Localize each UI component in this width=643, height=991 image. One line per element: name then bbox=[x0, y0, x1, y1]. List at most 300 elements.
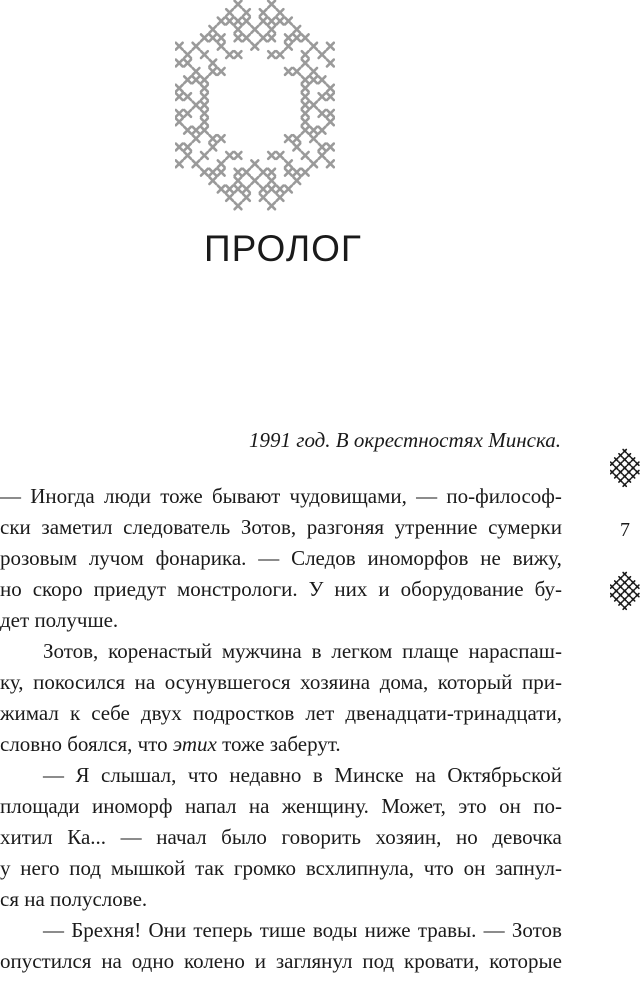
stitch bbox=[632, 581, 635, 584]
stitch bbox=[235, 169, 242, 176]
stitch bbox=[285, 34, 292, 41]
stitch bbox=[623, 475, 626, 478]
stitch bbox=[627, 479, 630, 482]
word: на bbox=[415, 763, 436, 787]
word: и bbox=[254, 949, 266, 973]
stitch bbox=[632, 598, 635, 601]
chapter-title: ПРОЛОГ bbox=[204, 228, 362, 269]
stitch bbox=[611, 594, 614, 597]
text-line bbox=[0, 884, 562, 915]
word: не bbox=[480, 546, 501, 570]
word: запнул- bbox=[495, 856, 562, 880]
stitch bbox=[201, 118, 208, 125]
stitch bbox=[176, 160, 183, 167]
word: розовым bbox=[0, 546, 77, 570]
word: Следов bbox=[291, 546, 356, 570]
word: что bbox=[423, 856, 454, 880]
word: приедут bbox=[93, 577, 167, 601]
stitch bbox=[193, 127, 200, 134]
stitch bbox=[327, 43, 334, 50]
word: по- bbox=[533, 794, 562, 818]
word: следователь bbox=[123, 515, 231, 539]
word: — bbox=[483, 918, 505, 942]
stitch bbox=[235, 186, 242, 193]
stitch bbox=[327, 118, 334, 125]
word: ски bbox=[0, 515, 31, 539]
word: жимал bbox=[0, 701, 59, 725]
stitch bbox=[619, 577, 622, 580]
word: тоже bbox=[222, 732, 265, 756]
stitch bbox=[302, 127, 309, 134]
word: дома, bbox=[379, 670, 429, 694]
stitch bbox=[277, 51, 284, 58]
stitch bbox=[615, 466, 618, 469]
stitch bbox=[243, 18, 250, 25]
stitch bbox=[209, 34, 216, 41]
stitch bbox=[319, 93, 326, 100]
stitch bbox=[302, 51, 309, 58]
word: У bbox=[308, 577, 324, 601]
word: разгоняя bbox=[306, 515, 385, 539]
text-line bbox=[0, 915, 562, 946]
stitch bbox=[251, 160, 258, 167]
margin-diamond-ornament-top-icon bbox=[610, 433, 640, 493]
text-line bbox=[0, 667, 562, 698]
stitch bbox=[285, 169, 292, 176]
text-line bbox=[0, 791, 562, 822]
stitch bbox=[243, 194, 250, 201]
word: говорить bbox=[281, 825, 361, 849]
stitch bbox=[310, 43, 317, 50]
stitch bbox=[176, 93, 183, 100]
stitch bbox=[260, 34, 267, 41]
word: словно bbox=[0, 732, 62, 756]
stitch bbox=[611, 585, 614, 588]
stitch bbox=[184, 144, 191, 151]
stitch bbox=[302, 34, 309, 41]
stitch bbox=[285, 43, 292, 50]
word: подростков bbox=[192, 701, 295, 725]
stitch bbox=[176, 110, 183, 117]
stitch bbox=[201, 169, 208, 176]
text-line bbox=[0, 605, 562, 636]
stitch bbox=[260, 186, 267, 193]
stitch bbox=[327, 110, 334, 117]
word: он bbox=[463, 856, 486, 880]
stitch bbox=[319, 76, 326, 83]
stitch bbox=[268, 18, 275, 25]
stitch bbox=[615, 589, 618, 592]
stitch bbox=[209, 26, 216, 33]
word: Иногда bbox=[30, 484, 95, 508]
word: получше. bbox=[34, 608, 119, 632]
stitch bbox=[623, 450, 626, 453]
stitch bbox=[268, 34, 275, 41]
text-line bbox=[0, 760, 562, 791]
word: площади bbox=[0, 794, 80, 818]
word: он bbox=[499, 794, 521, 818]
word: Зотов bbox=[511, 918, 562, 942]
word: на bbox=[134, 670, 156, 694]
word: у bbox=[0, 856, 11, 880]
word: при- bbox=[521, 670, 562, 694]
word: — bbox=[0, 484, 21, 508]
word: — bbox=[120, 825, 142, 849]
stitch bbox=[277, 9, 284, 16]
stitch bbox=[627, 454, 630, 457]
word: осунувшегося bbox=[164, 670, 291, 694]
word: лет bbox=[305, 701, 335, 725]
stitch bbox=[260, 169, 267, 176]
word: это bbox=[458, 794, 487, 818]
stitch bbox=[243, 9, 250, 16]
stitch bbox=[268, 186, 275, 193]
word: Ка... bbox=[67, 825, 107, 849]
stitch bbox=[285, 18, 292, 25]
stitch bbox=[285, 160, 292, 167]
stitch bbox=[184, 152, 191, 159]
stitch bbox=[627, 594, 630, 597]
stitch bbox=[201, 110, 208, 117]
word: Зотов, bbox=[43, 639, 99, 663]
stitch bbox=[619, 479, 622, 482]
word: боялся, bbox=[67, 732, 133, 756]
word: было bbox=[221, 825, 267, 849]
word: девочка bbox=[492, 825, 562, 849]
stitch bbox=[268, 169, 275, 176]
stitch bbox=[218, 18, 225, 25]
stitch bbox=[632, 458, 635, 461]
page-number: 7 bbox=[620, 519, 630, 541]
word: что bbox=[137, 732, 168, 756]
word: мышкой bbox=[110, 856, 186, 880]
word: Минске bbox=[334, 763, 404, 787]
word: но bbox=[456, 825, 478, 849]
stitch bbox=[243, 169, 250, 176]
stitch bbox=[619, 471, 622, 474]
stitch bbox=[293, 135, 300, 142]
word: полуслове. bbox=[50, 887, 148, 911]
stitch bbox=[319, 110, 326, 117]
stitch bbox=[293, 177, 300, 184]
stitch bbox=[319, 152, 326, 159]
text-line bbox=[0, 636, 562, 667]
stitch bbox=[310, 135, 317, 142]
stitch bbox=[293, 26, 300, 33]
text-line bbox=[0, 729, 562, 760]
word: под bbox=[362, 949, 395, 973]
stitch bbox=[226, 186, 233, 193]
word: этих bbox=[172, 732, 217, 756]
word: иноморф bbox=[92, 794, 173, 818]
word: — bbox=[43, 918, 64, 942]
stitch bbox=[218, 169, 225, 176]
stitch bbox=[319, 127, 326, 134]
stitch bbox=[319, 51, 326, 58]
stitch bbox=[619, 454, 622, 457]
word: заглянул bbox=[275, 949, 353, 973]
word: одно bbox=[131, 949, 175, 973]
stitch bbox=[251, 43, 258, 50]
stitch bbox=[615, 598, 618, 601]
stitch bbox=[293, 68, 300, 75]
word: люди bbox=[103, 484, 152, 508]
stitch bbox=[235, 34, 242, 41]
stitch bbox=[209, 68, 216, 75]
text-line bbox=[0, 574, 562, 605]
stitch bbox=[327, 60, 334, 67]
stitch bbox=[327, 144, 334, 151]
stitch bbox=[260, 9, 267, 16]
stitch bbox=[268, 177, 275, 184]
word: хитил bbox=[0, 825, 53, 849]
stitch bbox=[193, 160, 200, 167]
stitch bbox=[235, 177, 242, 184]
stitch bbox=[226, 18, 233, 25]
word: начал bbox=[156, 825, 207, 849]
stitch bbox=[268, 1, 275, 8]
stitch bbox=[302, 169, 309, 176]
stitch bbox=[184, 76, 191, 83]
stitch bbox=[293, 34, 300, 41]
stitch bbox=[623, 483, 626, 486]
stitch bbox=[627, 602, 630, 605]
stitch bbox=[235, 26, 242, 33]
word: кровати, bbox=[404, 949, 480, 973]
word: в bbox=[312, 763, 323, 787]
stitch bbox=[623, 458, 626, 461]
stitch bbox=[209, 144, 216, 151]
text-line bbox=[0, 853, 562, 884]
word: легком bbox=[331, 639, 393, 663]
stitch bbox=[226, 152, 233, 159]
word: оборудование bbox=[400, 577, 524, 601]
stitch bbox=[619, 585, 622, 588]
stitch bbox=[209, 169, 216, 176]
stitch bbox=[193, 135, 200, 142]
word: дет bbox=[0, 608, 30, 632]
word: так bbox=[195, 856, 225, 880]
stitch bbox=[243, 34, 250, 41]
stitch bbox=[310, 127, 317, 134]
word: скоро bbox=[32, 577, 83, 601]
word: лучом bbox=[88, 546, 144, 570]
stitch bbox=[251, 26, 258, 33]
stitch bbox=[302, 93, 309, 100]
stitch bbox=[623, 589, 626, 592]
word: громко bbox=[233, 856, 297, 880]
stitch bbox=[235, 152, 242, 159]
word: что bbox=[187, 763, 218, 787]
word: Я bbox=[75, 763, 90, 787]
word: на bbox=[248, 794, 270, 818]
word: но bbox=[0, 577, 22, 601]
stitch bbox=[636, 471, 639, 474]
word: и bbox=[378, 577, 390, 601]
word: к bbox=[69, 701, 81, 725]
stitch bbox=[632, 466, 635, 469]
word: тоже bbox=[160, 484, 203, 508]
stitch bbox=[235, 18, 242, 25]
stitch bbox=[302, 102, 309, 109]
word: на bbox=[24, 887, 45, 911]
stitch bbox=[611, 462, 614, 465]
stitch bbox=[293, 144, 300, 151]
stitch bbox=[235, 1, 242, 8]
stitch bbox=[193, 68, 200, 75]
word: него bbox=[20, 856, 60, 880]
text-line bbox=[0, 512, 562, 543]
word: травы. bbox=[417, 918, 477, 942]
word: коренастый bbox=[108, 639, 213, 663]
stitch bbox=[201, 102, 208, 109]
stitch bbox=[176, 43, 183, 50]
text-line bbox=[0, 543, 562, 574]
stitch bbox=[268, 51, 275, 58]
stitch bbox=[201, 127, 208, 134]
word: Может, bbox=[381, 794, 446, 818]
stitch bbox=[636, 462, 639, 465]
word: плаще bbox=[402, 639, 459, 663]
stitch bbox=[636, 585, 639, 588]
stitch bbox=[251, 177, 258, 184]
stitch bbox=[285, 186, 292, 193]
stitch bbox=[184, 60, 191, 67]
stitch bbox=[277, 194, 284, 201]
stitch bbox=[268, 202, 275, 209]
stitch bbox=[623, 606, 626, 609]
word: сумерки bbox=[488, 515, 562, 539]
word: бу- bbox=[534, 577, 562, 601]
stitch bbox=[623, 581, 626, 584]
word: который bbox=[437, 670, 513, 694]
stitch bbox=[193, 102, 200, 109]
stitch bbox=[176, 60, 183, 67]
word: женщину. bbox=[281, 794, 369, 818]
cross-stitch-sun-ornament-icon bbox=[175, 0, 335, 212]
word: монстрологи. bbox=[177, 577, 298, 601]
word: колено bbox=[183, 949, 245, 973]
word: мужчина bbox=[221, 639, 302, 663]
word: заметил bbox=[41, 515, 113, 539]
stitch bbox=[619, 462, 622, 465]
stitch bbox=[184, 93, 191, 100]
stitch bbox=[632, 475, 635, 478]
stitch bbox=[615, 475, 618, 478]
word: хозяин, bbox=[375, 825, 442, 849]
stitch bbox=[209, 60, 216, 67]
word: слышал, bbox=[101, 763, 177, 787]
stitch bbox=[627, 577, 630, 580]
word: недавно bbox=[229, 763, 302, 787]
word: Брехня! bbox=[71, 918, 142, 942]
stitch bbox=[623, 466, 626, 469]
word: теперь bbox=[193, 918, 253, 942]
stitch bbox=[201, 51, 208, 58]
stitch bbox=[310, 76, 317, 83]
word: Зотов, bbox=[240, 515, 297, 539]
stitch bbox=[260, 18, 267, 25]
stitch bbox=[285, 135, 292, 142]
stitch bbox=[302, 118, 309, 125]
stitch bbox=[623, 573, 626, 576]
stitch bbox=[277, 18, 284, 25]
stitch bbox=[327, 93, 334, 100]
stitch bbox=[243, 186, 250, 193]
word: — bbox=[416, 484, 438, 508]
stitch bbox=[193, 43, 200, 50]
stitch bbox=[218, 34, 225, 41]
stitch bbox=[218, 135, 225, 142]
word: утренние bbox=[394, 515, 478, 539]
word: фонарика. bbox=[155, 546, 247, 570]
word: двух bbox=[140, 701, 182, 725]
stitch bbox=[302, 110, 309, 117]
stitch bbox=[209, 135, 216, 142]
stitch bbox=[218, 160, 225, 167]
stitch bbox=[209, 177, 216, 184]
stitch bbox=[615, 458, 618, 461]
word: — bbox=[258, 546, 280, 570]
word: заберут. bbox=[269, 732, 341, 756]
stitch bbox=[623, 598, 626, 601]
word: ся bbox=[0, 887, 19, 911]
margin-diamond-ornament-bottom-icon bbox=[610, 556, 640, 616]
word: бывают bbox=[211, 484, 281, 508]
text-line bbox=[0, 822, 562, 853]
word: ниже bbox=[364, 918, 411, 942]
stitch bbox=[293, 169, 300, 176]
body-text bbox=[0, 481, 562, 977]
stitch bbox=[226, 194, 233, 201]
word: на bbox=[101, 949, 122, 973]
stitch bbox=[226, 51, 233, 58]
stitch bbox=[319, 144, 326, 151]
dateline: 1991 год. В окрестностях Минска. bbox=[249, 428, 561, 452]
stitch bbox=[176, 118, 183, 125]
word: опустился bbox=[0, 949, 92, 973]
stitch bbox=[302, 76, 309, 83]
text-line bbox=[0, 698, 562, 729]
stitch bbox=[218, 186, 225, 193]
stitch bbox=[184, 110, 191, 117]
word: под bbox=[69, 856, 102, 880]
stitch bbox=[302, 85, 309, 92]
stitch bbox=[201, 76, 208, 83]
stitch bbox=[201, 93, 208, 100]
stitch bbox=[277, 186, 284, 193]
word: которые bbox=[489, 949, 562, 973]
stitch bbox=[268, 152, 275, 159]
word: себе bbox=[91, 701, 130, 725]
stitch bbox=[201, 34, 208, 41]
stitch bbox=[619, 594, 622, 597]
stitch bbox=[176, 144, 183, 151]
word: вижу, bbox=[512, 546, 562, 570]
stitch bbox=[218, 68, 225, 75]
word: иноморфов bbox=[367, 546, 469, 570]
word: двенадцати-тринадцати, bbox=[345, 701, 562, 725]
stitch bbox=[285, 68, 292, 75]
stitch bbox=[201, 85, 208, 92]
text-line bbox=[0, 946, 562, 977]
word: напал bbox=[184, 794, 237, 818]
stitch bbox=[184, 127, 191, 134]
stitch bbox=[636, 594, 639, 597]
stitch bbox=[193, 76, 200, 83]
text-line bbox=[0, 481, 562, 512]
stitch bbox=[201, 152, 208, 159]
